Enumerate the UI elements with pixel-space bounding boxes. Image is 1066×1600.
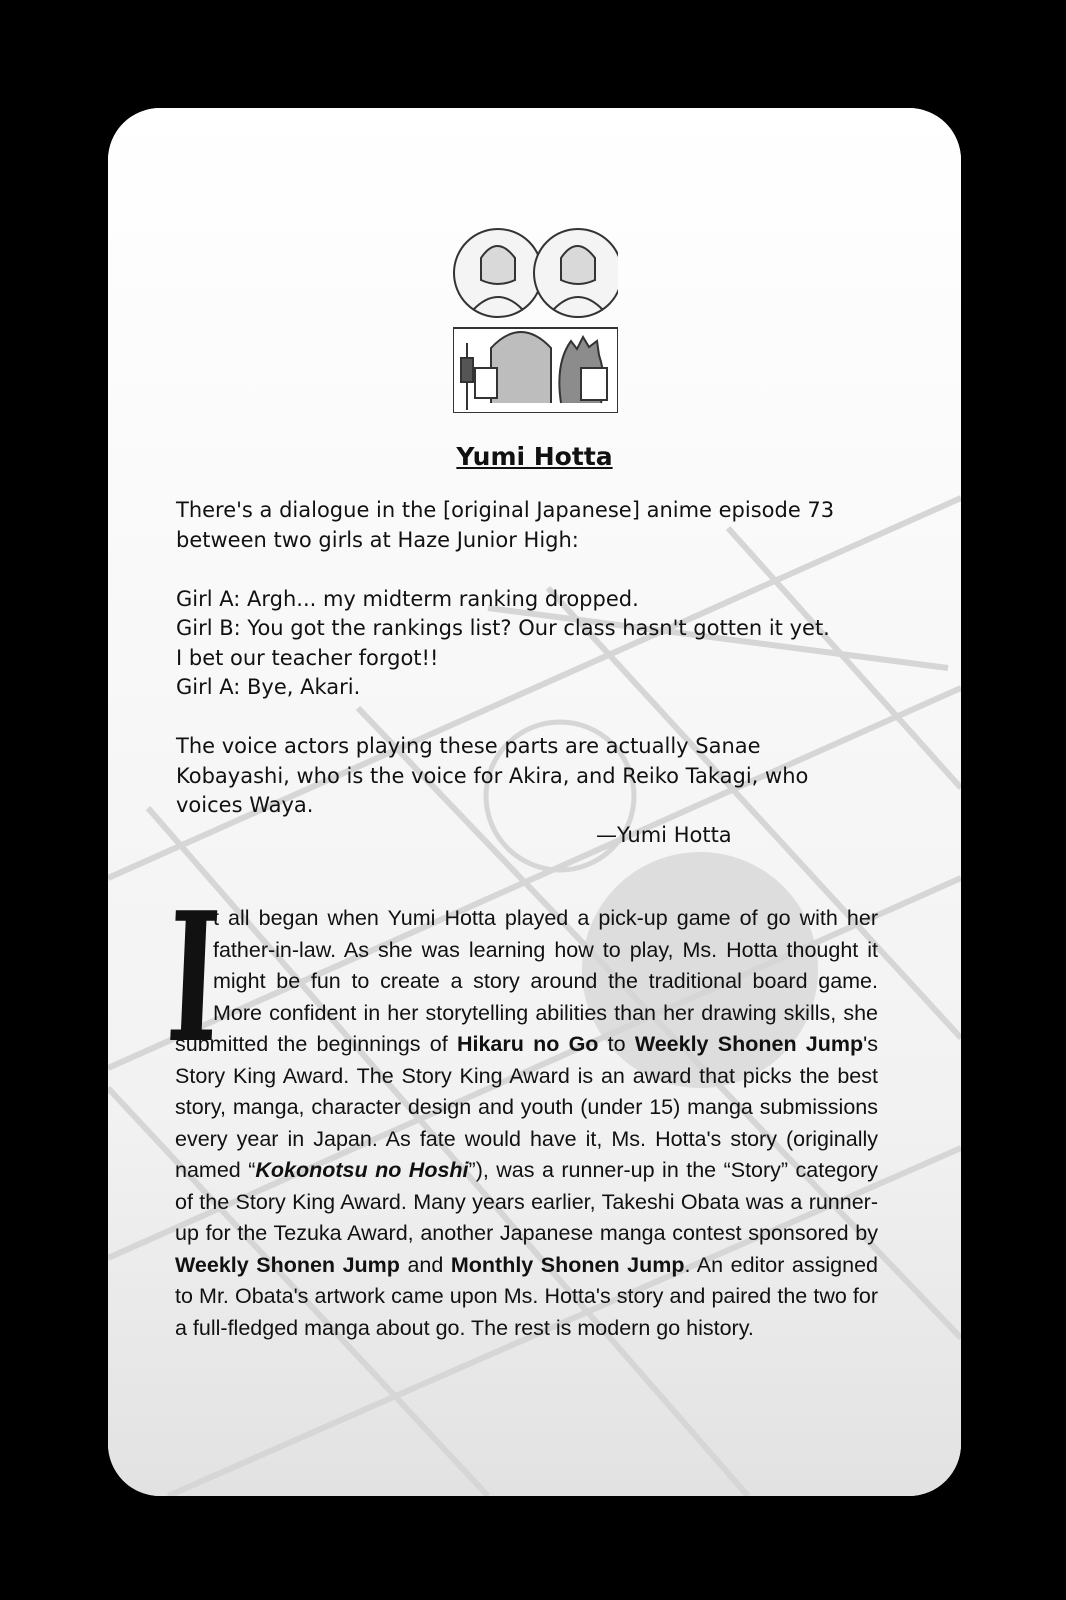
dialogue-line: Girl B: You got the rankings list? Our class hasn't gotten it yet. I bet our teacher forgot!! <box>176 616 830 670</box>
bio-text: . An editor assigned to Mr. Obata's artwork came upon Ms. Hotta's story and paired the two for a full-fledged manga about go. The rest is modern go history. <box>175 1252 878 1340</box>
paragraph-gap <box>176 555 836 585</box>
voice-recording-illustration <box>453 218 618 413</box>
girl-a-face <box>481 246 515 284</box>
title-weekly-shonen-jump: Weekly Shonen Jump <box>175 1252 400 1277</box>
bio-text: and <box>399 1252 451 1277</box>
note-intro: There's a dialogue in the [original Japanese] anime episode 73 between two girls at Haze Junior High: <box>176 498 835 552</box>
drop-cap-space <box>175 903 213 1029</box>
author-heading: Yumi Hotta <box>456 442 613 471</box>
note-signoff: —Yumi Hotta <box>596 822 732 847</box>
girl-b-face <box>561 246 595 284</box>
bio-text: 's Story King Award. The Story King Award is an award that picks the best story, manga, character design and youth (under 15) manga submissions every year in Japan. As fate would have it, Ms. Hotta's story (originally named “ <box>175 1032 878 1182</box>
content-card <box>108 108 961 1496</box>
dialogue-line: Girl A: Argh... my midterm ranking dropped. <box>176 586 639 611</box>
bio-text: ”), was a runner-up in the “Story” category of the Story King Award. Many years earlier, Takeshi Obata was a runner-up for the Tezuka Award, another Japanese manga contest sponsored by <box>175 1158 879 1245</box>
bio-text: to <box>598 1032 635 1056</box>
bio-text: t all began when Yumi Hotta played a pick-up game of go with her father-in-law. As she was learning how to play, Ms. Hotta thought it might be fun to create a story around the traditional board game. More confident in her storytelling abilities than her drawing skills, she submitted the beginnings of <box>175 906 878 1056</box>
dialogue-line: Girl A: Bye, Akari. <box>176 675 361 699</box>
title-hikaru-no-go: Hikaru no Go <box>456 1032 599 1056</box>
actor-left-head <box>491 332 551 403</box>
script-paper-left <box>475 368 497 398</box>
script-paper-right <box>581 368 607 400</box>
author-bio <box>175 903 878 1344</box>
title-monthly-shonen-jump: Monthly Shonen Jump <box>450 1252 685 1277</box>
paragraph-gap <box>176 703 836 733</box>
author-note <box>176 496 836 850</box>
microphone <box>461 358 473 382</box>
note-closing: The voice actors playing these parts are actually Sanae Kobayashi, who is the voice for Akira, and Reiko Takagi, who voices Waya. <box>176 734 809 817</box>
title-kokonotsu-no-hoshi: Kokonotsu no Hoshi <box>255 1158 469 1182</box>
title-weekly-shonen-jump: Weekly Shonen Jump <box>634 1032 864 1056</box>
